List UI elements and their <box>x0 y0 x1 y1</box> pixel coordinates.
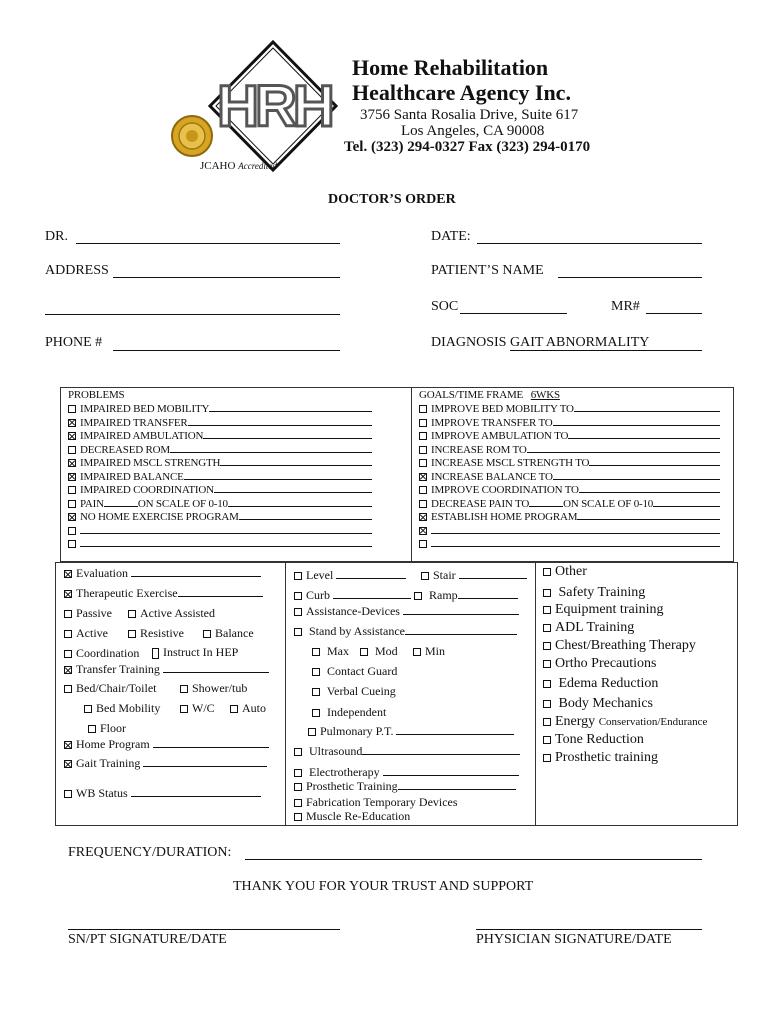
checkbox-icon[interactable] <box>64 790 72 798</box>
problem-item[interactable] <box>68 443 372 456</box>
checkbox-icon[interactable] <box>294 592 302 600</box>
problem-label: NO HOME EXERCISE PROGRAM <box>80 511 239 523</box>
checkbox-checked-icon[interactable] <box>64 590 72 598</box>
diagnosis-label: DIAGNOSIS <box>431 335 507 350</box>
wc-item[interactable]: W/C <box>180 701 215 716</box>
checkbox-icon[interactable] <box>68 405 76 413</box>
checkbox-checked-icon[interactable] <box>68 473 76 481</box>
agency-phone: Tel. (323) 294-0327 Fax (323) 294-0170 <box>344 139 591 155</box>
ortho-precautions-item[interactable]: Ortho Precautions <box>543 656 656 672</box>
problem-blank[interactable] <box>203 429 372 439</box>
curb-item[interactable]: Curb <box>294 588 411 603</box>
goal-blank[interactable] <box>568 429 720 439</box>
goal-item[interactable] <box>419 537 720 550</box>
body-mechanics-item[interactable]: Body Mechanics <box>543 696 653 712</box>
checkbox-icon[interactable] <box>413 648 421 656</box>
date-label: DATE: <box>431 229 471 244</box>
diagnosis-field[interactable] <box>510 335 702 351</box>
checkbox-checked-icon[interactable] <box>64 760 72 768</box>
checkbox-icon[interactable] <box>543 624 551 632</box>
goal-suffix: ON SCALE OF 0-10 <box>563 497 654 510</box>
checkbox-checked-icon[interactable] <box>64 666 72 674</box>
goal-item[interactable] <box>419 429 720 442</box>
checkbox-checked-icon[interactable] <box>68 419 76 427</box>
goal-label: IMPROVE COORDINATION TO <box>431 484 579 496</box>
checkbox-icon[interactable] <box>180 685 188 693</box>
problem-item[interactable] <box>68 483 372 496</box>
thanks-text: THANK YOU FOR YOUR TRUST AND SUPPORT <box>233 879 534 894</box>
checkbox-icon[interactable] <box>543 754 551 762</box>
min-item[interactable]: Min <box>413 644 445 659</box>
equipment-training-item[interactable]: Equipment training <box>543 602 663 618</box>
checkbox-icon[interactable] <box>543 736 551 744</box>
checkbox-checked-icon[interactable] <box>64 570 72 578</box>
active-item[interactable]: Active <box>64 626 108 641</box>
goals-time-frame[interactable]: 6WKS <box>530 389 560 401</box>
coordination-item[interactable]: Coordination <box>64 646 139 661</box>
goal-item[interactable] <box>419 510 720 523</box>
problem-label: IMPAIRED TRANSFER <box>80 416 188 429</box>
pulmonary-pt-item[interactable]: Pulmonary P.T. <box>308 724 514 739</box>
page-title: DOCTOR’S ORDER <box>328 192 456 207</box>
checkbox-checked-icon[interactable] <box>419 473 427 481</box>
checkbox-icon[interactable] <box>128 610 136 618</box>
goal-item[interactable] <box>419 456 720 469</box>
checkbox-icon[interactable] <box>360 648 368 656</box>
mod-item[interactable]: Mod <box>360 644 398 659</box>
problem-item[interactable] <box>68 429 372 442</box>
checkbox-icon[interactable] <box>419 500 427 508</box>
problem-blank[interactable] <box>188 416 372 426</box>
bed-chair-toilet-item[interactable]: Bed/Chair/Toilet <box>64 681 156 696</box>
electrotherapy-item[interactable]: Electrotherapy <box>294 765 519 780</box>
checkbox-icon[interactable] <box>88 725 96 733</box>
checkbox-icon[interactable] <box>203 630 211 638</box>
goal-label: INCREASE BALANCE TO <box>431 470 553 483</box>
soc-label: SOC <box>431 299 459 314</box>
snpt-signature-field[interactable] <box>68 929 340 930</box>
goals-header: GOALS/TIME FRAME 6WKS <box>419 389 560 401</box>
problem-blank[interactable] <box>80 524 372 534</box>
checkbox-icon[interactable] <box>68 540 76 548</box>
problem-label: IMPAIRED BALANCE <box>80 470 184 483</box>
frequency-label: FREQUENCY/DURATION: <box>68 845 232 860</box>
problem-label: PAIN <box>80 497 104 510</box>
problem-blank[interactable] <box>220 456 372 466</box>
checkbox-icon[interactable] <box>543 589 551 597</box>
physician-signature-label: PHYSICIAN SIGNATURE/DATE <box>476 932 672 947</box>
checkbox-icon[interactable] <box>543 700 551 708</box>
checkbox-icon[interactable] <box>294 748 302 756</box>
goal-label: DECREASE PAIN TO <box>431 497 530 510</box>
checkbox-icon[interactable] <box>294 572 302 580</box>
problem-label: DECREASED ROM <box>80 443 170 456</box>
problem-suffix: ON SCALE OF 0-10 <box>137 497 228 510</box>
goal-item[interactable] <box>419 497 720 510</box>
problem-item[interactable] <box>68 402 372 415</box>
agency-address1: 3756 Santa Rosalia Drive, Suite 617 <box>360 107 579 123</box>
goal-blank[interactable] <box>527 443 720 453</box>
checkbox-icon[interactable] <box>128 630 136 638</box>
max-item[interactable]: Max <box>312 644 349 659</box>
problem-label: IMPAIRED BED MOBILITY <box>80 403 210 415</box>
problem-blank[interactable] <box>228 497 372 507</box>
patient-name-field[interactable] <box>558 277 702 278</box>
problem-blank[interactable] <box>80 537 372 547</box>
checkbox-icon[interactable] <box>308 728 316 736</box>
phone-field[interactable] <box>113 350 340 351</box>
checkbox-checked-icon[interactable] <box>64 741 72 749</box>
dr-label: DR. <box>45 229 68 244</box>
date-field[interactable] <box>477 243 702 244</box>
checkbox-icon[interactable] <box>419 459 427 467</box>
soc-field[interactable] <box>460 313 567 314</box>
goal-item[interactable] <box>419 470 720 483</box>
checkbox-icon[interactable] <box>64 685 72 693</box>
checkbox-icon[interactable] <box>419 432 427 440</box>
agency-logo <box>208 40 338 172</box>
goal-blank[interactable] <box>579 483 720 493</box>
transfer-training-item[interactable]: Transfer Training <box>64 662 269 677</box>
dr-field[interactable] <box>76 243 340 244</box>
stand-by-assistance-item[interactable]: Stand by Assistance <box>294 624 517 639</box>
jcaho-seal-icon <box>170 114 214 158</box>
problem-item[interactable] <box>68 416 372 429</box>
checkbox-icon[interactable] <box>294 813 302 821</box>
balance-item[interactable]: Balance <box>203 626 254 641</box>
checkbox-icon[interactable] <box>419 486 427 494</box>
problem-item[interactable] <box>68 497 372 510</box>
prosthetic-training-col3-item[interactable]: Prosthetic training <box>543 750 658 766</box>
checkbox-checked-icon[interactable] <box>68 459 76 467</box>
adl-training-item[interactable]: ADL Training <box>543 620 634 636</box>
goal-label: INCREASE MSCL STRENGTH TO <box>431 457 590 469</box>
checkbox-checked-icon[interactable] <box>419 527 427 535</box>
goal-item[interactable] <box>419 416 720 429</box>
problem-label: IMPAIRED MSCL STRENGTH <box>80 457 221 469</box>
checkbox-icon[interactable] <box>294 783 302 791</box>
resistive-item[interactable]: Resistive <box>128 626 184 641</box>
independent-item[interactable]: Independent <box>312 705 386 720</box>
checkbox-checked-icon[interactable] <box>419 513 427 521</box>
checkbox-icon[interactable] <box>64 650 72 658</box>
checkbox-icon[interactable] <box>230 705 238 713</box>
address-field[interactable] <box>113 277 340 278</box>
checkbox-icon[interactable] <box>84 705 92 713</box>
shower-tub-item[interactable]: Shower/tub <box>180 681 247 696</box>
problem-item[interactable] <box>68 456 372 469</box>
checkbox-icon[interactable] <box>421 572 429 580</box>
prosthetic-training-item[interactable]: Prosthetic Training <box>294 779 516 794</box>
contact-guard-item[interactable]: Contact Guard <box>312 664 397 679</box>
other-item[interactable]: Other <box>543 564 587 580</box>
muscle-reeducation-item[interactable]: Muscle Re-Education <box>294 809 410 824</box>
goal-blank[interactable] <box>553 470 720 480</box>
energy-item[interactable]: Energy Conservation/Endurance <box>543 714 707 730</box>
checkbox-icon[interactable] <box>68 527 76 535</box>
goal-item[interactable] <box>419 443 720 456</box>
goal-blank[interactable] <box>577 510 720 520</box>
therapeutic-exercise-item[interactable]: Therapeutic Exercise <box>64 586 263 601</box>
checkbox-icon[interactable] <box>419 405 427 413</box>
problem-label: IMPAIRED COORDINATION <box>80 484 214 496</box>
address-field-line2[interactable] <box>45 314 340 315</box>
evaluation-item[interactable]: Evaluation <box>64 566 261 581</box>
problem-blank[interactable] <box>239 510 372 520</box>
checkbox-icon[interactable] <box>294 769 302 777</box>
auto-item[interactable]: Auto <box>230 701 266 716</box>
goal-label: IMPROVE BED MOBILITY TO <box>431 403 574 415</box>
goal-label: IMPROVE AMBULATION TO <box>431 430 569 442</box>
goal-item[interactable] <box>419 483 720 496</box>
checkbox-icon[interactable] <box>312 709 320 717</box>
goal-blank[interactable] <box>431 524 720 534</box>
active-assisted-item[interactable]: Active Assisted <box>128 606 215 621</box>
goal-blank[interactable] <box>431 537 720 547</box>
checkbox-icon[interactable] <box>180 705 188 713</box>
goal-item[interactable] <box>419 402 720 415</box>
mr-label: MR# <box>611 299 640 314</box>
checkbox-icon[interactable] <box>419 540 427 548</box>
checkbox-icon[interactable] <box>543 568 551 576</box>
jcaho-label: JCAHO Accredited <box>200 160 277 172</box>
diagnosis-value: GAIT ABNORMALITY <box>510 335 650 350</box>
problem-item[interactable] <box>68 537 372 550</box>
floor-item[interactable]: Floor <box>88 721 126 736</box>
frequency-field[interactable] <box>245 859 702 860</box>
edema-reduction-item[interactable]: Edema Reduction <box>543 676 658 692</box>
problem-label: IMPAIRED AMBULATION <box>80 430 204 442</box>
checkbox-icon[interactable] <box>64 630 72 638</box>
checkbox-icon[interactable] <box>419 419 427 427</box>
problem-blank[interactable] <box>184 470 372 480</box>
fabrication-item[interactable]: Fabrication Temporary Devices <box>294 795 458 810</box>
physician-signature-field[interactable] <box>476 929 702 930</box>
goal-blank[interactable] <box>553 416 720 426</box>
assistance-devices-item[interactable]: Assistance-Devices <box>294 604 519 619</box>
goal-label: INCREASE ROM TO <box>431 443 527 456</box>
problem-blank[interactable] <box>214 483 372 493</box>
checkbox-checked-icon[interactable] <box>68 513 76 521</box>
checkbox-icon[interactable] <box>312 648 320 656</box>
mr-field[interactable] <box>646 313 702 314</box>
goal-label: IMPROVE TRANSFER TO <box>431 416 553 429</box>
instruct-hep-item[interactable]: Instruct In HEP <box>152 645 238 660</box>
verbal-cueing-item[interactable]: Verbal Cueing <box>312 684 396 699</box>
ramp-item[interactable]: Ramp <box>414 588 518 603</box>
checkbox-icon[interactable] <box>294 608 302 616</box>
passive-item[interactable]: Passive <box>64 606 112 621</box>
checkbox-icon[interactable] <box>152 648 159 659</box>
problem-item[interactable] <box>68 510 372 523</box>
goal-item[interactable] <box>419 524 720 537</box>
problem-blank[interactable] <box>170 443 372 453</box>
checkbox-icon[interactable] <box>294 628 302 636</box>
checkbox-icon[interactable] <box>543 718 551 726</box>
goal-blank[interactable] <box>574 402 720 412</box>
checkbox-icon[interactable] <box>312 688 320 696</box>
problems-header: PROBLEMS <box>68 389 125 401</box>
stair-item[interactable]: Stair <box>421 568 527 583</box>
problem-item[interactable] <box>68 470 372 483</box>
problem-item[interactable] <box>68 524 372 537</box>
checkbox-icon[interactable] <box>68 446 76 454</box>
bed-mobility-item[interactable]: Bed Mobility <box>84 701 160 716</box>
checkbox-icon[interactable] <box>312 668 320 676</box>
agency-name-line1: Home Rehabilitation <box>352 55 549 80</box>
checkbox-icon[interactable] <box>543 680 551 688</box>
checkbox-icon[interactable] <box>68 486 76 494</box>
problem-blank[interactable] <box>209 402 372 412</box>
checkbox-icon[interactable] <box>414 592 422 600</box>
wb-status-item[interactable]: WB Status <box>64 786 261 801</box>
checkbox-icon[interactable] <box>64 610 72 618</box>
checkbox-icon[interactable] <box>294 799 302 807</box>
agency-address2: Los Angeles, CA 90008 <box>401 123 545 139</box>
safety-training-item[interactable]: Safety Training <box>543 585 645 601</box>
checkbox-checked-icon[interactable] <box>68 432 76 440</box>
phone-label: PHONE # <box>45 335 103 350</box>
checkbox-icon[interactable] <box>543 660 551 668</box>
goal-blank[interactable] <box>653 497 720 507</box>
tone-reduction-item[interactable]: Tone Reduction <box>543 732 644 748</box>
checkbox-icon[interactable] <box>68 500 76 508</box>
level-item[interactable]: Level <box>294 568 406 583</box>
patient-name-label: PATIENT’S NAME <box>431 263 544 278</box>
agency-name-line2: Healthcare Agency Inc. <box>352 80 571 105</box>
chest-breathing-item[interactable]: Chest/Breathing Therapy <box>543 638 696 654</box>
goal-blank[interactable] <box>589 456 720 466</box>
gait-training-item[interactable]: Gait Training <box>64 756 267 771</box>
checkbox-icon[interactable] <box>543 642 551 650</box>
checkbox-icon[interactable] <box>543 606 551 614</box>
address-label: ADDRESS <box>45 263 109 278</box>
goal-label: ESTABLISH HOME PROGRAM <box>431 511 578 523</box>
logo-text: HRH <box>217 74 331 139</box>
home-program-item[interactable]: Home Program <box>64 737 269 752</box>
snpt-signature-label: SN/PT SIGNATURE/DATE <box>68 932 227 947</box>
ultrasound-item[interactable]: Ultrasound <box>294 744 520 759</box>
checkbox-icon[interactable] <box>419 446 427 454</box>
